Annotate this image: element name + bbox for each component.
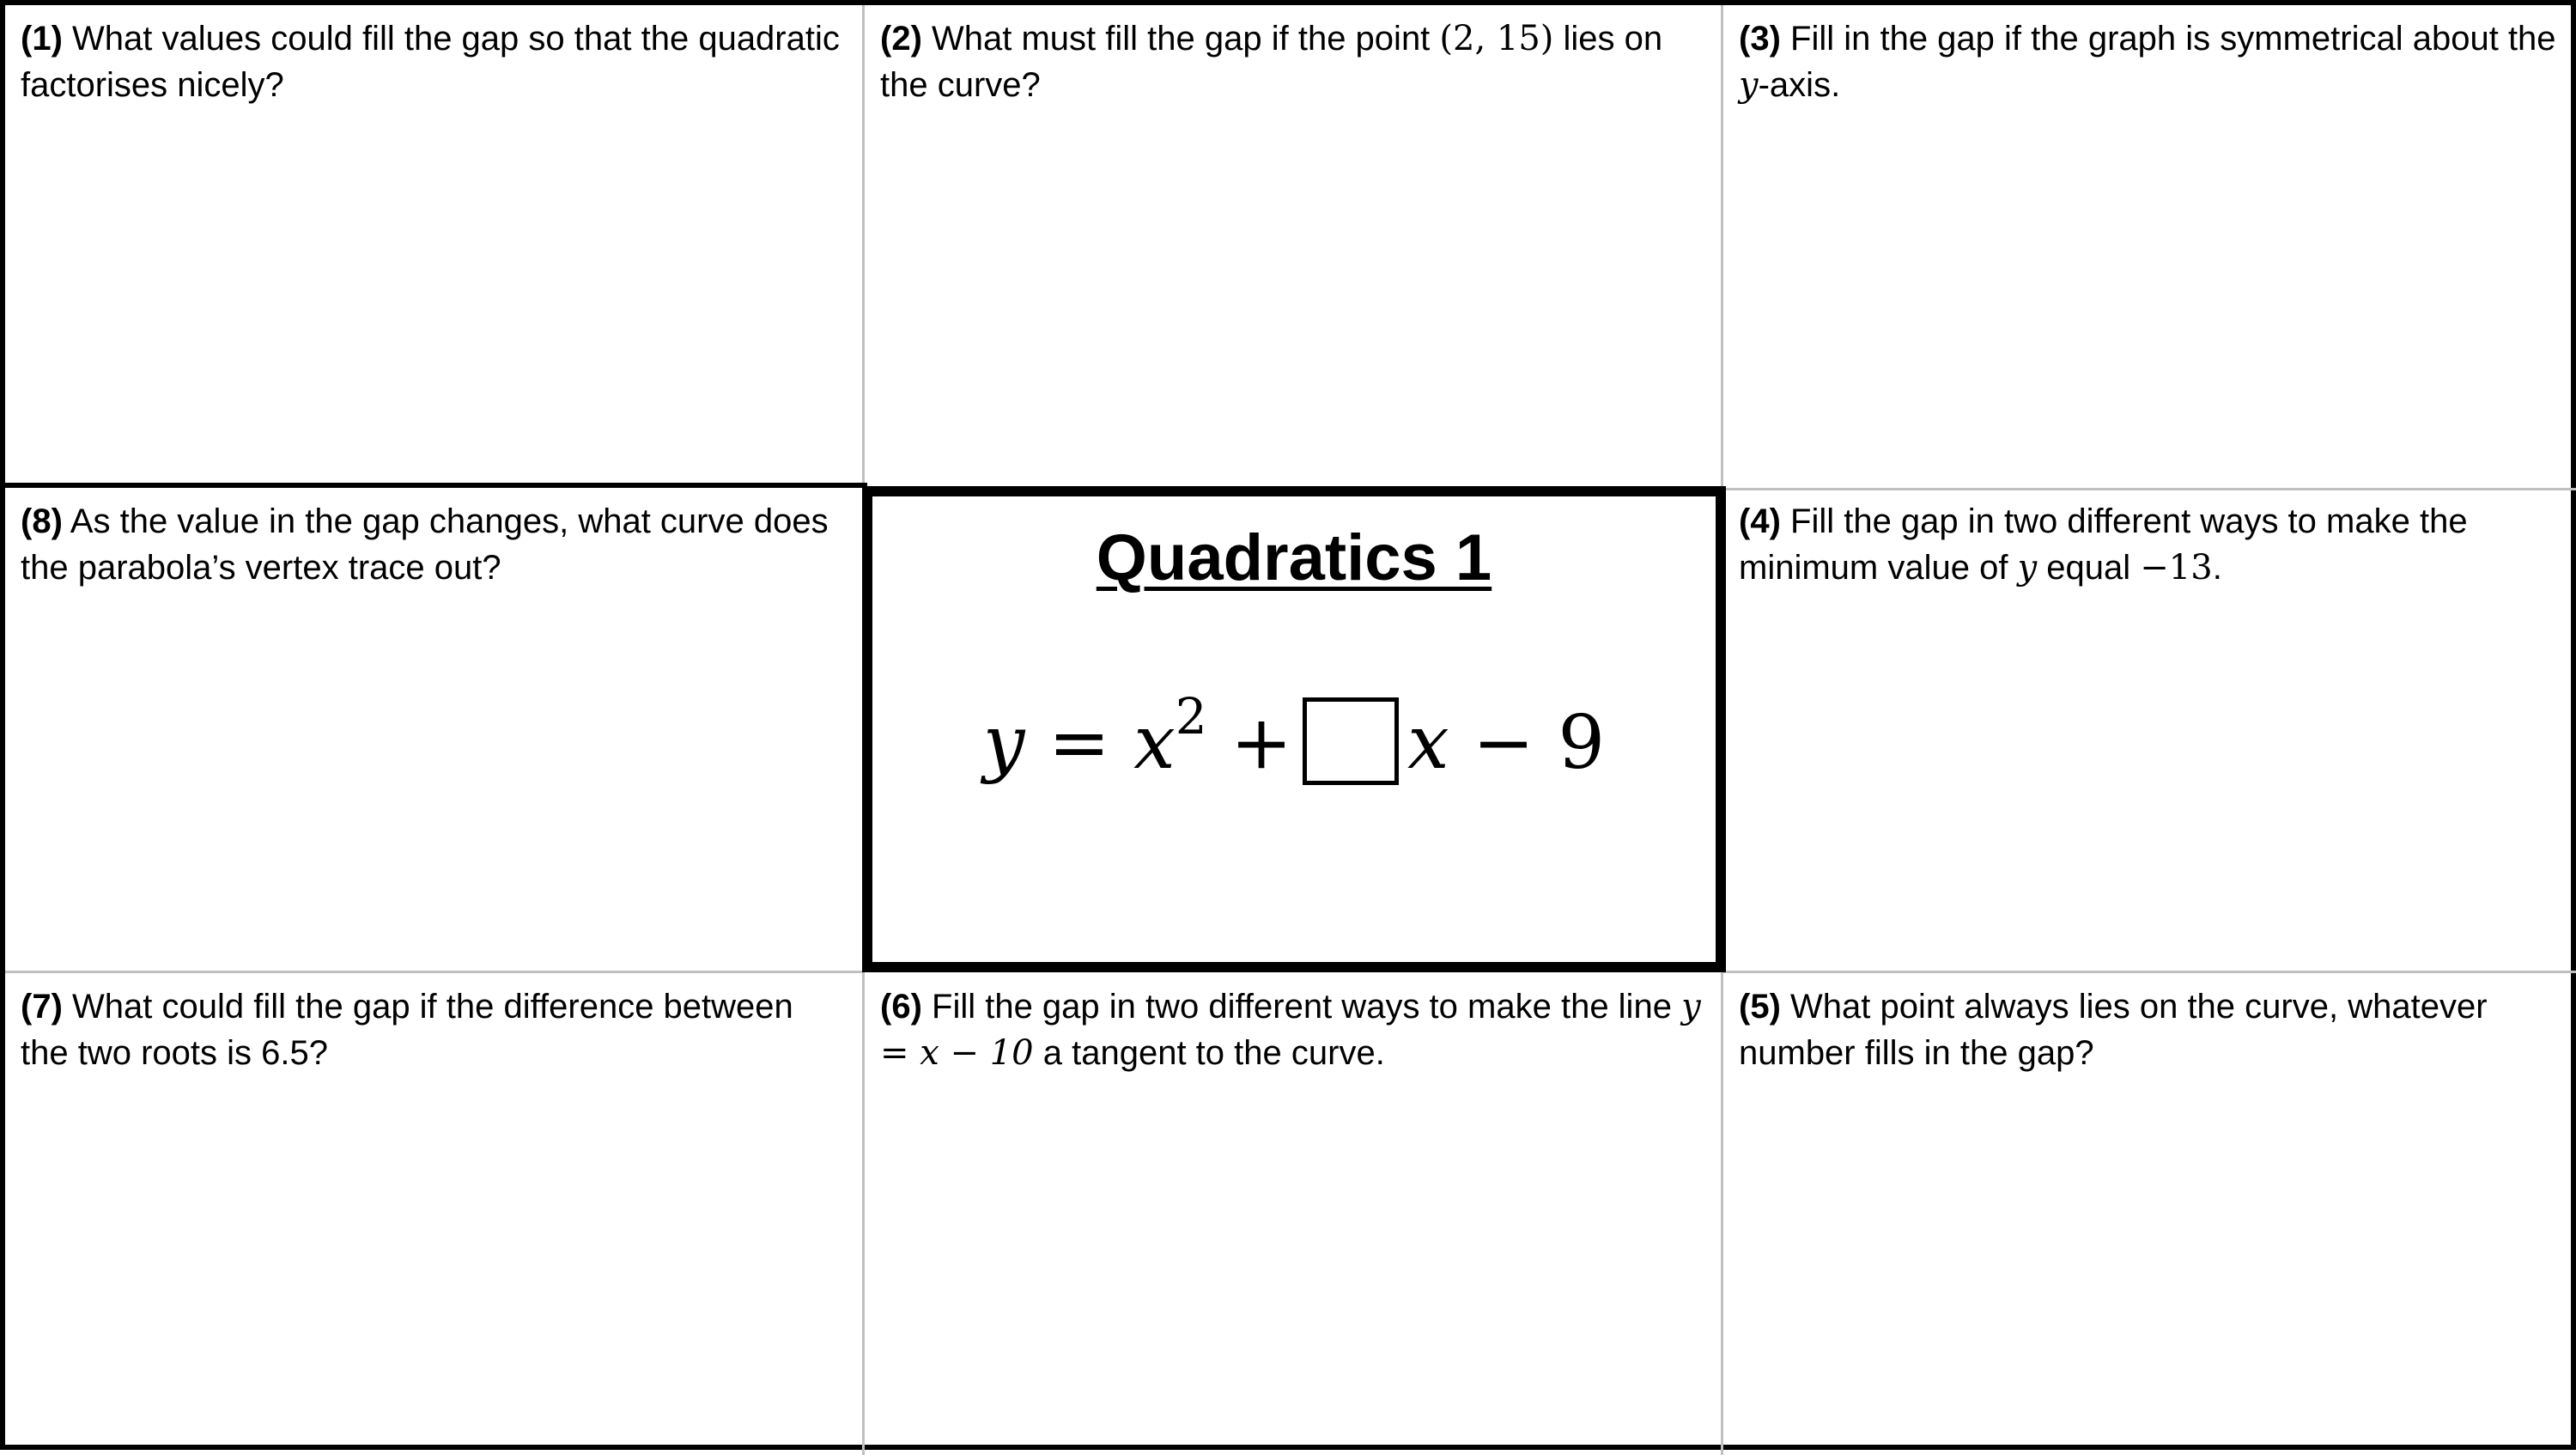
equation-constant: 9 <box>1558 700 1606 786</box>
variable-y: y <box>2017 548 2038 587</box>
question-text: Fill the gap in two different ways to make the line <box>921 988 1682 1026</box>
question-text: What point always lies on the curve, whatever number fills in the gap? <box>1739 988 2488 1072</box>
question-cell-6 <box>865 973 1721 1450</box>
question-cell-1 <box>5 5 862 483</box>
question-cell-2 <box>865 5 1721 483</box>
question-text: -axis. <box>1758 66 1841 104</box>
equation-x: x <box>1133 700 1176 786</box>
question-text: lies on the curve? <box>880 20 1663 104</box>
question-text: Fill the gap in two different ways to make the minimum value of <box>1739 502 2468 587</box>
question-number: (8) <box>21 502 63 540</box>
quadratic-equation <box>872 687 1716 790</box>
equation-linear-variable: x <box>1407 700 1449 786</box>
equation-equals: = <box>1048 700 1110 786</box>
question-cell-7 <box>5 973 862 1450</box>
question-text: Fill in the gap if the graph is symmetrical about the <box>1780 20 2556 58</box>
worksheet-title: Quadratics 1 <box>1096 521 1492 594</box>
question-number: (1) <box>21 20 63 58</box>
question-text: What values could fill the gap so that the quadratic factorises nicely? <box>21 20 840 104</box>
point-coordinates: (2, 15) <box>1439 19 1554 58</box>
question-number: (7) <box>21 988 63 1026</box>
question-cell-4 <box>1723 488 2576 971</box>
equation-exponent: 2 <box>1175 687 1207 746</box>
question-number: (5) <box>1739 988 1781 1026</box>
question-text: What must fill the gap if the point <box>921 20 1440 58</box>
question-text: a tangent to the curve. <box>1033 1034 1385 1072</box>
question-number: (2) <box>880 20 922 58</box>
question-text: As the value in the gap changes, what curve does the parabola’s vertex trace out? <box>21 502 829 587</box>
question-cell-5 <box>1723 973 2576 1450</box>
question-cell-3 <box>1723 5 2576 483</box>
question-cell-8 <box>5 488 862 971</box>
question-number: (4) <box>1739 502 1781 540</box>
axis-variable: y <box>1739 65 1759 105</box>
tangent-line-equation: y = x − 10 <box>880 987 1701 1073</box>
question-number: (3) <box>1739 20 1781 58</box>
gap-box <box>1303 697 1399 785</box>
question-text: What could fill the gap if the difference between the two roots is 6.5? <box>21 988 793 1072</box>
question-number: (6) <box>880 988 922 1026</box>
equation-lhs: y <box>982 700 1025 786</box>
question-text: equal <box>2037 549 2141 587</box>
equation-minus: − <box>1472 700 1535 786</box>
minimum-value: −13 <box>2140 548 2213 587</box>
center-equation-box <box>862 486 1726 972</box>
equation-plus: + <box>1230 700 1293 786</box>
question-text: . <box>2212 549 2222 587</box>
